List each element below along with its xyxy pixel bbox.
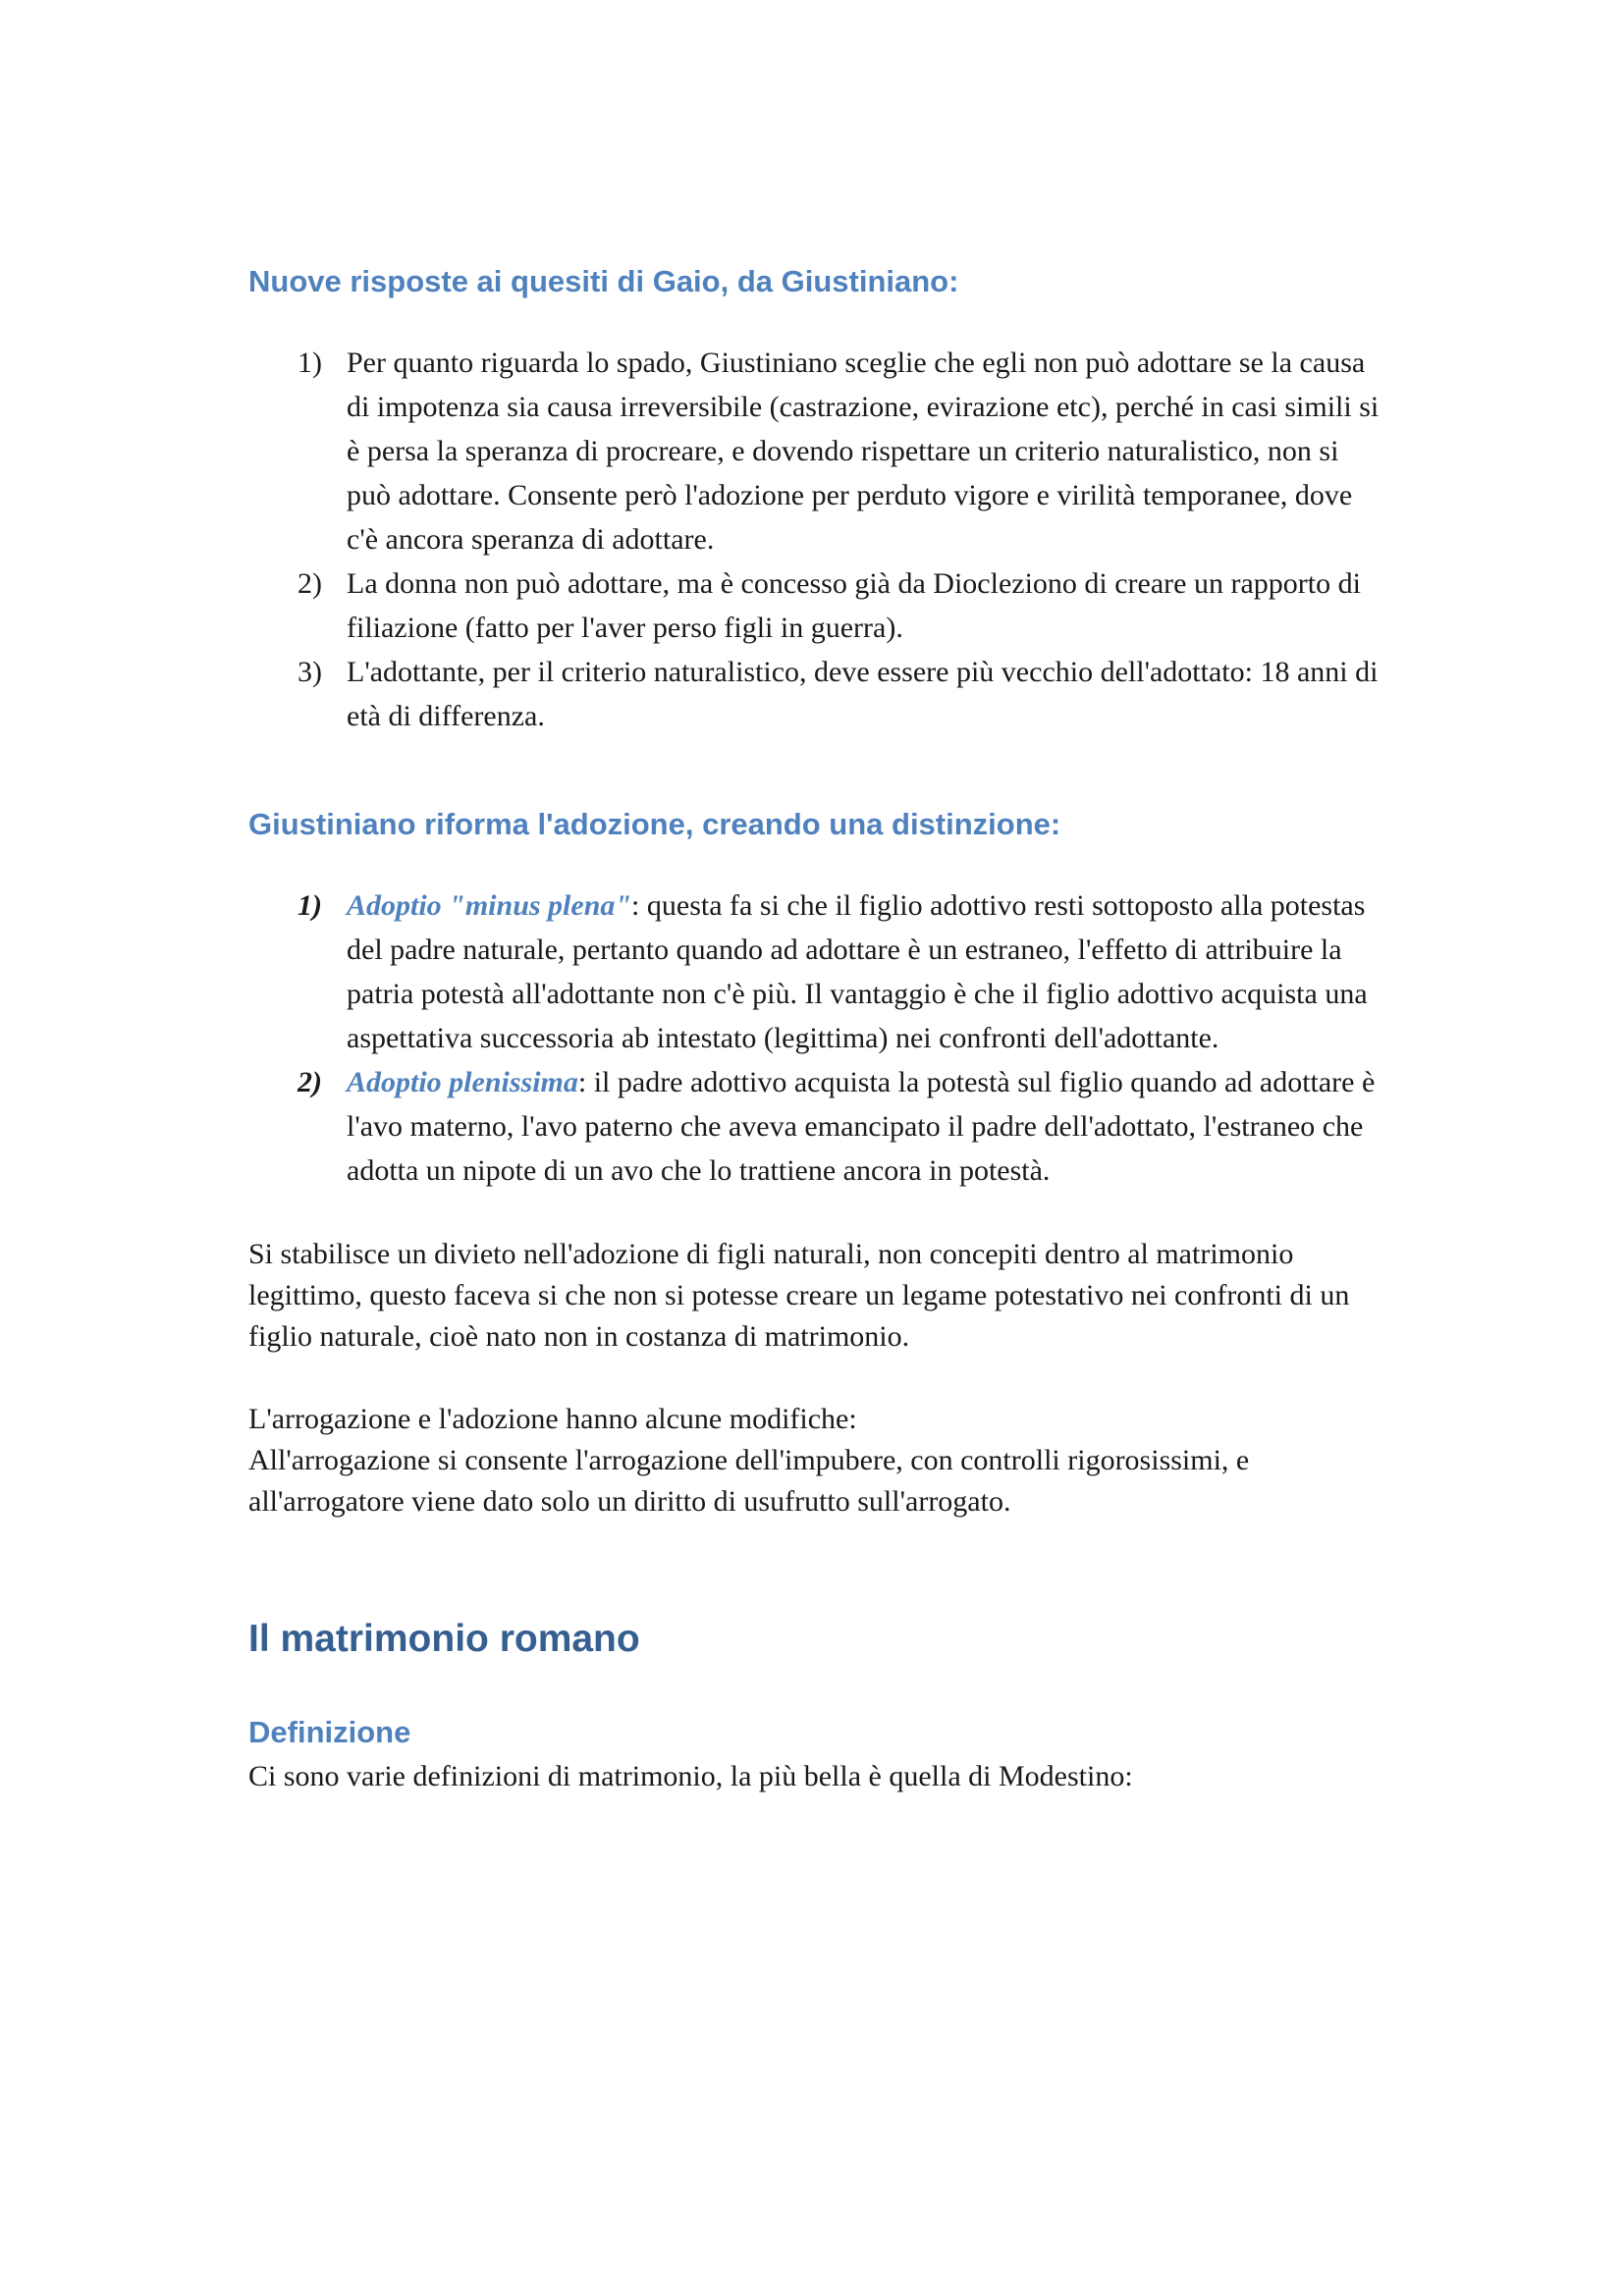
list-item-text: : il padre adottivo acquista la potestà sul figlio quando ad adottare è l'avo materno, l'avo paterno che aveva emancipato il padre dell'adottato, l'estraneo che adotta un nipote di un avo che lo trattiene ancora in potestà. (347, 1066, 1376, 1188)
list-number: 2) (298, 1066, 322, 1099)
list-item (248, 883, 1387, 1060)
list-item-text: La donna non può adottare, ma è concesso già da Diocleziono di creare un rapporto di filiazione (fatto per l'aver perso figli in guerra). (347, 567, 1361, 645)
list-item-text: Per quanto riguarda lo spado, Giustiniano sceglie che egli non può adottare se la causa di impotenza sia causa irreversibile (castrazione, evirazione etc), perché in casi simili si è persa la speranza di procreare, e dovendo rispettare un criterio naturalistico, non si può adottare. Consente però l'adozione per perduto vigore e virilità temporanee, dove c'è ancora speranza di adottare. (347, 347, 1380, 557)
heading-definizione: Definizione (248, 1715, 411, 1750)
heading-matrimonio-romano: Il matrimonio romano (248, 1618, 640, 1661)
list-number: 1) (298, 347, 322, 380)
section-heading-riforma: Giustiniano riforma l'adozione, creando una distinzione: (248, 807, 1061, 842)
list-gaio (248, 341, 1387, 738)
list-number: 2) (298, 567, 322, 601)
list-item (248, 341, 1387, 561)
list-item (248, 650, 1387, 738)
term-adoptio-minus-plena: Adoptio "minus plena" (347, 889, 632, 923)
paragraph-line: All'arrogazione si consente l'arrogazione dell'impubere, con controlli rigorosissimi, e all'arrogatore viene dato solo un diritto di usufrutto sull'arrogato. (248, 1444, 1250, 1519)
paragraph-arrogazione (248, 1399, 1387, 1522)
list-number: 3) (298, 656, 322, 689)
list-item (248, 1060, 1387, 1193)
section-heading-gaio: Nuove risposte ai quesiti di Gaio, da Giustiniano: (248, 264, 959, 298)
term-adoptio-plenissima: Adoptio plenissima (347, 1066, 578, 1099)
list-adoptio (248, 883, 1387, 1193)
list-item-text: : questa fa si che il figlio adottivo resti sottoposto alla potestas del padre naturale, pertanto quando ad adottare è un estraneo, l'effetto di attribuire la patria potestà all'adottante non c'è più. Il vantaggio è che il figlio adottivo acquista una aspettativa successoria ab intestato (legittima) nei confronti dell'adottante. (347, 889, 1368, 1055)
paragraph-definizioni: Ci sono varie definizioni di matrimonio, la più bella è quella di Modestino: (248, 1760, 1133, 1793)
list-number: 1) (298, 889, 322, 923)
page-content (248, 263, 1387, 1798)
list-item-text: L'adottante, per il criterio naturalistico, deve essere più vecchio dell'adottato: 18 anni di età di differenza. (347, 656, 1379, 733)
paragraph-divieto: Si stabilisce un divieto nell'adozione di figli naturali, non concepiti dentro al matrimonio legittimo, questo faceva si che non si potesse creare un legame potestativo nei confronti di un figlio naturale, cioè nato non in costanza di matrimonio. (248, 1238, 1350, 1354)
list-item (248, 561, 1387, 650)
paragraph-line: L'arrogazione e l'adozione hanno alcune modifiche: (248, 1403, 857, 1436)
